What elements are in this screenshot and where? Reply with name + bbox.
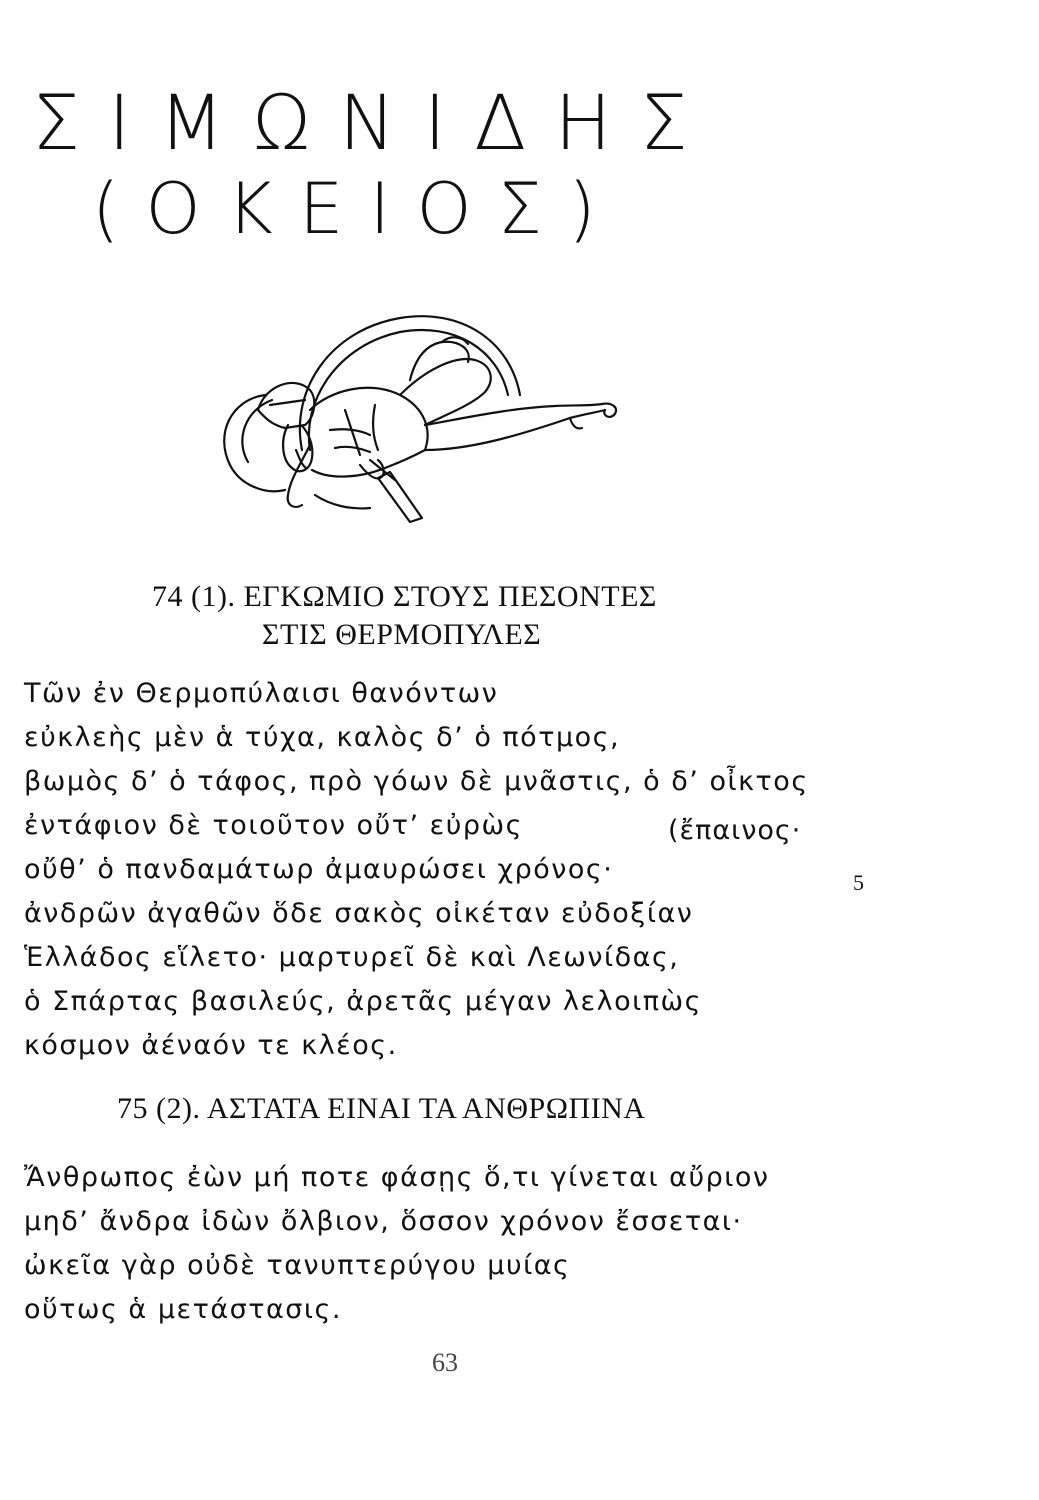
poem-74-line: Τῶν ἐν Θερμοπύλαισι θανόντων	[24, 678, 499, 709]
line-number: 5	[853, 870, 864, 895]
poem-75-heading: 75 (2). ΑΣΤΑΤΑ ΕΙΝΑΙ ΤΑ ΑΝΘΡΩΠΙΝΑ	[117, 1092, 646, 1125]
author-title: Σ Ι Μ Ω Ν Ι Δ Η Σ	[32, 78, 690, 167]
poem-75-line: οὕτως ἁ μετάστασις.	[24, 1294, 342, 1325]
poem-74-heading: 74 (1). ΕΓΚΩΜΙΟ ΣΤΟΥΣ ΠΕΣΟΝΤΕΣ	[152, 580, 657, 613]
author-origin: ( Ο Κ Ε Ι Ο Σ )	[92, 168, 598, 250]
poem-74-line: Ἑλλάδος εἵλετο· μαρτυρεῖ δὲ καὶ Λεωνίδας,	[24, 942, 680, 973]
poem-74-line: ἐντάφιον δὲ τοιοῦτον οὔτ’ εὐρὼς	[24, 810, 523, 841]
poem-75-line: μηδ’ ἄνδρα ἰδὼν ὄλβιον, ὅσσον χρόνον ἔσσεται·	[24, 1206, 743, 1237]
poem-74-line: βωμὸς δ’ ὁ τάφος, πρὸ γόων δὲ μνᾶστις, ὁ δ’ οἶκτος	[24, 766, 809, 797]
poem-74-line: ὁ Σπάρτας βασιλεύς, ἀρετᾶς μέγαν λελοιπὼς	[24, 986, 702, 1017]
poem-74-line: οὔθ’ ὁ πανδαμάτωρ ἀμαυρώσει χρόνος·	[24, 854, 614, 885]
poem-75-line: Ἄνθρωπος ἐὼν μή ποτε φάσῃς ὅ,τι γίνεται αὔριον	[24, 1162, 770, 1193]
poem-74-heading-continued: ΣΤΙΣ ΘΕΡΜΟΠΥΛΕΣ	[262, 618, 542, 651]
poem-74-line: κόσμον ἀέναόν τε κλέος.	[24, 1030, 398, 1061]
poem-74-marginal-note: (ἔπαινος·	[668, 815, 802, 846]
page-number: 63	[432, 1348, 458, 1377]
poem-74-line: ἀνδρῶν ἀγαθῶν ὅδε σακὸς οἰκέταν εὐδοξίαν	[24, 898, 694, 929]
poem-75-line: ὠκεῖα γὰρ οὐδὲ τανυπτερύγου μυίας	[24, 1250, 571, 1281]
fallen-warrior-illustration	[210, 300, 630, 530]
poem-74-line: εὐκλεὴς μὲν ἁ τύχα, καλὸς δ’ ὁ πότμος,	[24, 722, 621, 753]
